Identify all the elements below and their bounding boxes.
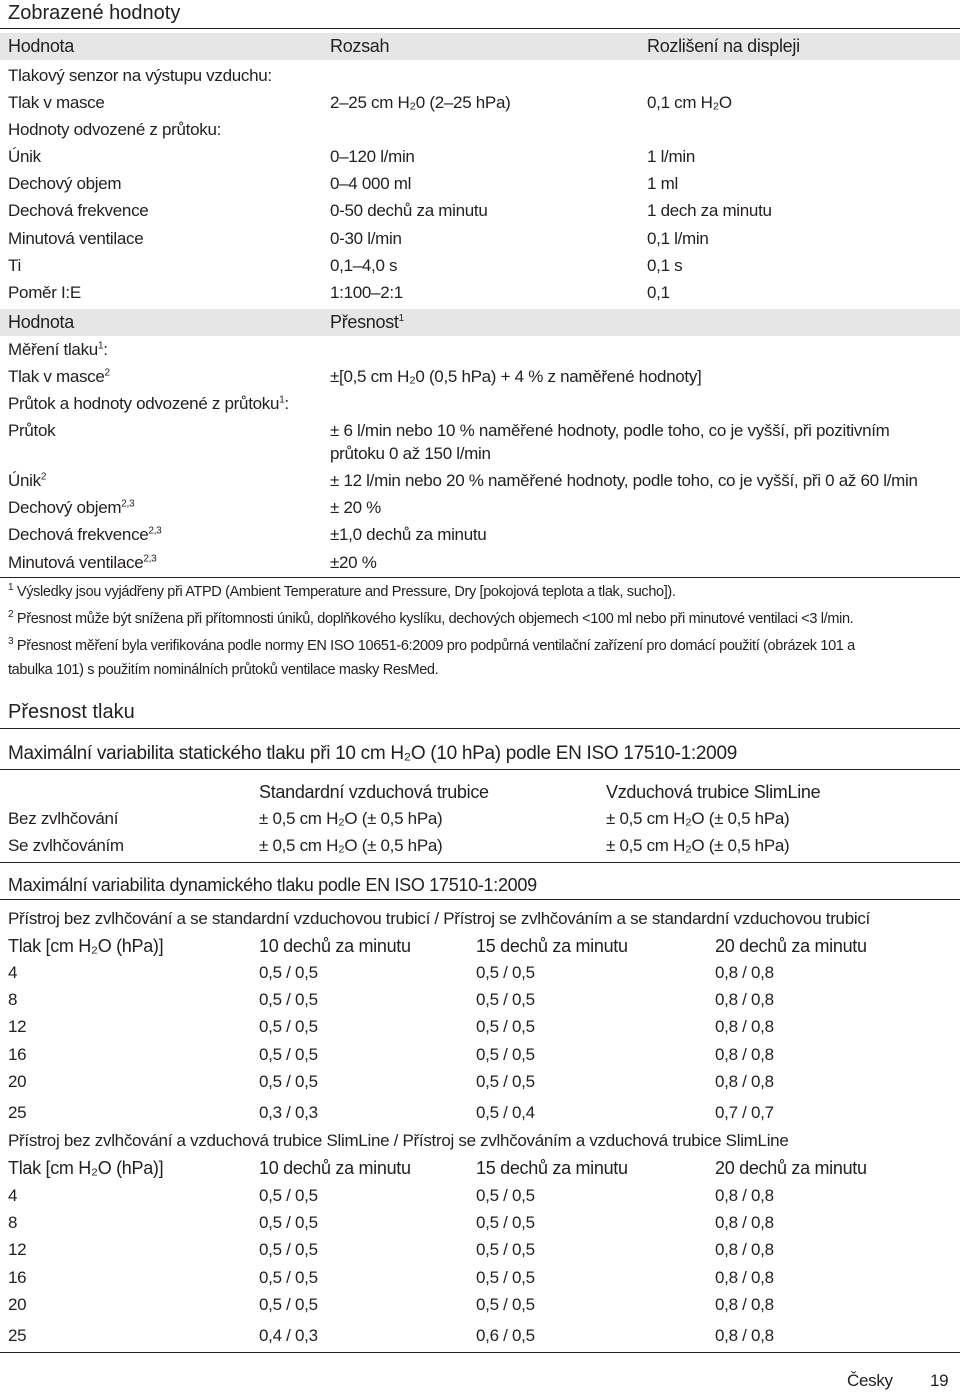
table-cell: 0,6 / 0,5 [476,1326,535,1345]
table-cell: 0,8 / 0,8 [715,1045,774,1064]
table-caption: Přístroj bez zvlhčování a vzduchová trubice SlimLine / Přístroj se zvlhčováním a vzduchová trubice SlimLine [8,1131,789,1150]
col-header-pressure: Tlak [cm H₂O (hPa)] [8,1158,164,1178]
table-cell: 0,5 / 0,5 [259,1268,318,1287]
footnote: $^1$ Výsledky jsou vyjádřeny při ATPD (Ambient Temperature and Pressure, Dry [pokojová teplota a tlak, sucho]). [8,582,676,600]
table-row-resolution: 1 dech za minutu [647,201,772,220]
footnote-cont: tabulka 101) s použitím nominálních průtoků ventilace masky ResMed. [8,662,439,678]
table-cell: 0,7 / 0,7 [715,1103,774,1122]
subsection-title: Maximální variabilita dynamického tlaku podle EN ISO 17510-1:2009 [8,875,537,895]
table-row-range: 1:100–2:1 [330,283,403,302]
table-row-label: Ti [8,256,21,275]
footer-language: Česky [847,1371,893,1390]
accuracy-row-label: Minutová ventilace$^{2,3}$ [8,553,157,572]
accuracy-row-label: Průtok [8,421,56,440]
col-header-accuracy: Přesnost$^1$ [330,312,404,332]
table-cell: 0,5 / 0,5 [476,963,535,982]
table-row-resolution: 0,1 [647,283,670,302]
table-cell: 0,5 / 0,5 [476,1017,535,1036]
table-cell: 0,5 / 0,5 [259,1017,318,1036]
divider [0,28,960,29]
table-cell: 0,8 / 0,8 [715,1072,774,1091]
table-cell: 0,5 / 0,5 [476,1072,535,1091]
table-row-label: Dechový objem [8,174,122,193]
table-row-range: 0,1–4,0 s [330,256,398,275]
table-cell-pressure: 16 [8,1268,27,1287]
table-row-resolution: 0,1 s [647,256,683,275]
table-cell: 0,5 / 0,5 [259,1295,318,1314]
table-cell: 0,5 / 0,5 [259,1240,318,1259]
table-cell: 0,5 / 0,5 [259,1072,318,1091]
table-caption: Přístroj bez zvlhčování a se standardní vzduchovou trubicí / Přístroj se zvlhčováním a se standardní vzduchovou trubicí [8,909,870,928]
accuracy-row-value: ± 20 % [330,498,382,517]
accuracy-row-value: ±20 % [330,553,377,572]
col-header-15bpm: 15 dechů za minutu [476,1158,628,1178]
section-title: Zobrazené hodnoty [8,2,181,24]
section-title: Přesnost tlaku [8,701,135,723]
accuracy-row-label: Tlak v masce$^2$ [8,367,110,386]
table-row-label: Poměr I:E [8,283,81,302]
col-header-pressure: Tlak [cm H₂O (hPa)] [8,936,164,956]
table-cell: 0,5 / 0,5 [476,990,535,1009]
accuracy-row-label: Únik$^2$ [8,471,47,490]
page-number: 19 [930,1371,949,1390]
table-cell: ± 0,5 cm H₂O (± 0,5 hPa) [259,836,443,855]
table-cell-pressure: 16 [8,1045,27,1064]
accuracy-row-label: Dechový objem$^{2,3}$ [8,498,135,517]
table-cell: 0,5 / 0,5 [476,1213,535,1232]
accuracy-row-label: Měření tlaku$^1$: [8,340,108,359]
col-header-10bpm: 10 dechů za minutu [259,1158,411,1178]
table-cell: 0,8 / 0,8 [715,963,774,982]
table-row-resolution: 0,1 l/min [647,229,709,248]
table-cell: ± 0,5 cm H₂O (± 0,5 hPa) [606,809,790,828]
table-cell: ± 0,5 cm H₂O (± 0,5 hPa) [606,836,790,855]
table-cell-pressure: 20 [8,1295,27,1314]
table-cell-pressure: 25 [8,1103,27,1122]
col-header-value: Hodnota [8,36,74,56]
col-header-resolution: Rozlišení na displeji [647,36,800,56]
table-cell: 0,5 / 0,5 [476,1295,535,1314]
table-cell: 0,5 / 0,5 [476,1240,535,1259]
divider [0,862,960,863]
accuracy-row-value: ±[0,5 cm H₂0 (0,5 hPa) + 4 % z naměřené hodnoty] [330,367,702,386]
col-header-range: Rozsah [330,36,390,56]
table-cell-pressure: 4 [8,963,18,982]
table-row-range: 0-50 dechů za minutu [330,201,488,220]
divider [0,769,960,770]
table-row-label: Únik [8,147,41,166]
table-cell-pressure: 4 [8,1186,18,1205]
table-row-range: 2–25 cm H₂0 (2–25 hPa) [330,93,511,112]
table-cell-pressure: 8 [8,990,18,1009]
table-cell: 0,5 / 0,4 [476,1103,535,1122]
table-cell: 0,4 / 0,3 [259,1326,318,1345]
table-row-label: Tlakový senzor na výstupu vzduchu: [8,66,272,85]
table-cell: 0,8 / 0,8 [715,1240,774,1259]
divider [0,899,960,900]
table-cell: 0,8 / 0,8 [715,1326,774,1345]
table-cell: 0,8 / 0,8 [715,1186,774,1205]
table-cell: 0,5 / 0,5 [259,1045,318,1064]
table-row-range: 0-30 l/min [330,229,402,248]
col-header-15bpm: 15 dechů za minutu [476,936,628,956]
accuracy-row-value: ± 6 l/min nebo 10 % naměřené hodnoty, podle toho, co je vyšší, při pozitivním [330,421,890,440]
table-cell: 0,8 / 0,8 [715,1268,774,1287]
table-cell: ± 0,5 cm H₂O (± 0,5 hPa) [259,809,443,828]
divider [0,577,960,578]
divider [0,1352,960,1353]
table-row-resolution: 1 ml [647,174,678,193]
table-cell: 0,8 / 0,8 [715,1213,774,1232]
footnote: $^2$ Přesnost může být snížena při přítomnosti úniků, doplňkového kyslíku, dechových objemech <100 ml nebo při minutové ventilaci <3 l/min. [8,609,854,627]
table-cell: 0,5 / 0,5 [476,1268,535,1287]
table-row-range: 0–4 000 ml [330,174,412,193]
table-cell-pressure: 20 [8,1072,27,1091]
col-header-10bpm: 10 dechů za minutu [259,936,411,956]
accuracy-row-label: Průtok a hodnoty odvozené z průtoku$^1$: [8,394,289,413]
displayed-header-bar [0,33,960,60]
table-row-label: Bez zvlhčování [8,809,119,828]
table-row-label: Hodnoty odvozené z průtoku: [8,120,222,139]
table-row-label: Dechová frekvence [8,201,149,220]
table-cell: 0,5 / 0,5 [259,963,318,982]
table-row-label: Se zvlhčováním [8,836,124,855]
accuracy-row-label: Dechová frekvence$^{2,3}$ [8,525,162,544]
table-cell: 0,8 / 0,8 [715,990,774,1009]
table-cell: 0,5 / 0,5 [259,990,318,1009]
col-header-slimline-tube: Vzduchová trubice SlimLine [606,782,821,802]
table-cell: 0,5 / 0,5 [476,1045,535,1064]
table-cell-pressure: 25 [8,1326,27,1345]
divider [0,728,960,729]
table-cell: 0,3 / 0,3 [259,1103,318,1122]
col-header-value: Hodnota [8,312,74,332]
table-row-resolution: 1 l/min [647,147,695,166]
col-header-20bpm: 20 dechů za minutu [715,1158,867,1178]
table-cell: 0,8 / 0,8 [715,1017,774,1036]
accuracy-row-value: ± 12 l/min nebo 20 % naměřené hodnoty, podle toho, co je vyšší, při 0 až 60 l/min [330,471,918,490]
col-header-20bpm: 20 dechů za minutu [715,936,867,956]
table-cell: 0,5 / 0,5 [259,1186,318,1205]
accuracy-row-value: ±1,0 dechů za minutu [330,525,487,544]
table-cell: 0,5 / 0,5 [259,1213,318,1232]
table-cell: 0,8 / 0,8 [715,1295,774,1314]
table-row-resolution: 0,1 cm H₂O [647,93,732,112]
table-row-label: Tlak v masce [8,93,105,112]
table-cell-pressure: 12 [8,1240,27,1259]
subsection-title: Maximální variabilita statického tlaku při 10 cm H₂O (10 hPa) podle EN ISO 17510-1:2009 [8,743,737,764]
col-header-standard-tube: Standardní vzduchová trubice [259,782,489,802]
table-row-label: Minutová ventilace [8,229,144,248]
footnote: $^3$ Přesnost měření byla verifikována podle normy EN ISO 10651-6:2009 pro podpůrná ventilační zařízení pro domácí použití (obrázek 101 a [8,636,855,654]
table-cell-pressure: 8 [8,1213,18,1232]
table-cell-pressure: 12 [8,1017,27,1036]
table-cell: 0,5 / 0,5 [476,1186,535,1205]
table-row-range: 0–120 l/min [330,147,415,166]
accuracy-row-value-cont: průtoku 0 až 150 l/min [330,444,491,463]
accuracy-header-bar [0,309,960,336]
